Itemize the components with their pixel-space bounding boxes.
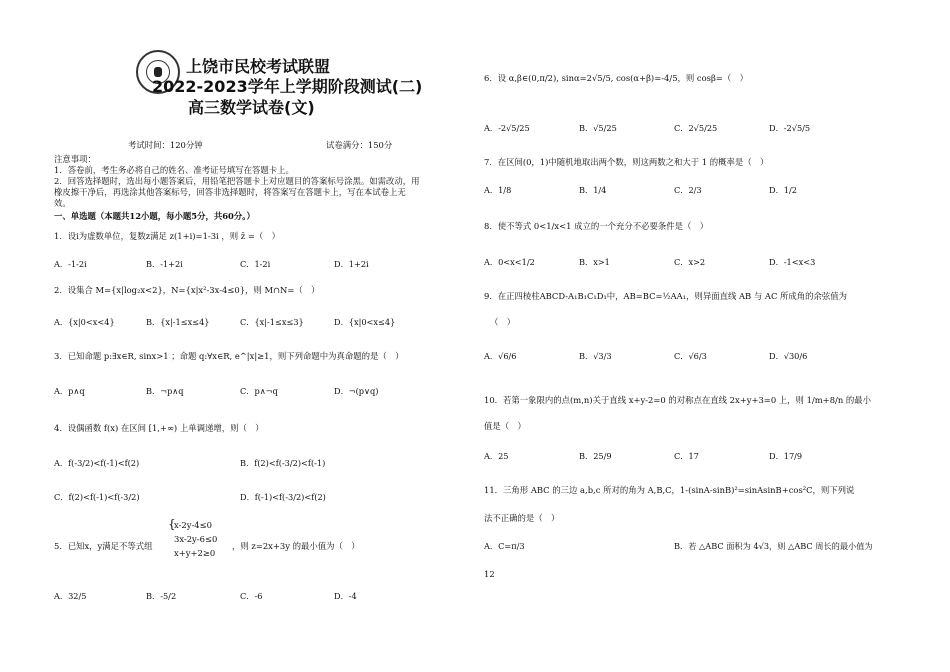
q9-option-c: C．√6/3: [674, 351, 707, 361]
note-2-line1: 2．回答选择题时，选出每小题答案后，用铅笔把答题卡上对应题目的答案标号涂黑。如需改动，用: [54, 176, 420, 186]
full-score: 试卷满分：150分: [326, 140, 393, 150]
q9-option-a: A．√6/6: [484, 351, 517, 361]
q10-option-c: C．17: [674, 451, 699, 461]
q5-option-b: B．-5/2: [146, 591, 177, 601]
q3-option-d: D．¬(p∨q): [334, 386, 379, 396]
q1-option-d: D．1+2i: [334, 259, 369, 269]
note-2-line3: 效。: [54, 198, 71, 208]
q8-option-a: A．0<x<1/2: [484, 257, 535, 267]
note-2-line2: 橡皮擦干净后，再选涂其他答案标号，回答非选择题时，将答案写在答题卡上，写在本试卷上无: [54, 187, 406, 197]
exam-time: 考试时间：120分钟: [128, 140, 203, 150]
q5-option-d: D．-4: [334, 591, 357, 601]
q3-option-b: B．¬p∧q: [146, 386, 184, 396]
question-8: 8．使不等式 0<1/x<1 成立的一个充分不必要条件是（ ）: [484, 221, 709, 231]
question-9: 9．在正四棱柱ABCD-A₁B₁C₁D₁中，AB=BC=½AA₁，则异面直线 AB 与 AC 所成角的余弦值为: [484, 291, 848, 301]
q11-option-a: A．C=π/3: [484, 541, 525, 551]
q10-option-a: A．25: [484, 451, 509, 461]
q7-option-d: D．1/2: [769, 185, 797, 195]
q2-option-b: B．{x|-1≤x≤4}: [146, 317, 210, 327]
question-6: 6．设 α,β∈(0,π/2), sinα=2√5/5, cos(α+β)=-4/5，则 cosβ=（ ）: [484, 73, 748, 83]
question-2: 2．设集合 M={x|log₂x<2}，N={x|x²-3x-4≤0}，则 M∩N=（ ）: [54, 285, 320, 295]
q9-option-b: B．√3/3: [579, 351, 612, 361]
q5-inequality-1: x-2y-4≤0: [174, 520, 212, 530]
paper-title: 高三数学试卷(文): [188, 98, 315, 117]
question-9-bracket: （ ）: [490, 317, 516, 327]
q6-option-d: D．-2√5/5: [769, 123, 811, 133]
q8-option-c: C．x>2: [674, 257, 706, 267]
q3-option-c: C．p∧¬q: [240, 386, 278, 396]
q5-inequality-2: 3x-2y-6≤0: [174, 534, 218, 544]
q11-option-b-answer: 12: [484, 569, 495, 579]
question-11-cont: 法不正确的是（ ）: [484, 513, 560, 523]
exam-period-title: 2022-2023学年上学期阶段测试(二): [152, 77, 423, 96]
q10-option-b: B．25/9: [579, 451, 612, 461]
q11-option-b: B．若 △ABC 面积为 4√3，则 △ABC 周长的最小值为: [674, 541, 873, 551]
q7-option-a: A．1/8: [484, 185, 512, 195]
q7-option-b: B．1/4: [579, 185, 607, 195]
q8-option-d: D．-1<x<3: [769, 257, 816, 267]
question-1: 1．设i为虚数单位，复数z满足 z(1+i)=1-3i ，则 z̄ =（ ）: [54, 231, 281, 241]
q5-option-a: A．32/5: [54, 591, 87, 601]
q4-option-a: A．f(-3/2)<f(-1)<f(2): [54, 458, 140, 468]
section-single-choice: 一、单选题（本题共12小题，每小题5分，共60分。）: [54, 211, 255, 221]
q9-option-d: D．√30/6: [769, 351, 808, 361]
question-10-cont: 值是（ ）: [484, 421, 526, 431]
q4-option-c: C．f(2)<f(-1)<f(-3/2): [54, 492, 140, 502]
question-11: 11．三角形 ABC 的三边 a,b,c 所对的角为 A,B,C，1-(sinA-sinB)²=sinAsinB+cos²C，则下列说: [484, 485, 855, 495]
q1-option-c: C．1-2i: [240, 259, 271, 269]
q3-option-a: A．p∧q: [54, 386, 85, 396]
question-7: 7．在区间(0，1)中随机地取出两个数，则这两数之和大于 1 的概率是（ ）: [484, 157, 769, 167]
q4-option-b: B．f(2)<f(-3/2)<f(-1): [240, 458, 326, 468]
notes-heading: 注意事项：: [54, 154, 96, 164]
q4-option-d: D．f(-1)<f(-3/2)<f(2): [240, 492, 326, 502]
question-3: 3．已知命题 p:∃x∈R, sinx>1 ；命题 q:∀x∈R, e^|x|≥1，则下列命题中为真命题的是（ ）: [54, 351, 404, 361]
q8-option-b: B．x>1: [579, 257, 610, 267]
question-5-suffix: ，则 z=2x+3y 的最小值为（ ）: [232, 541, 360, 551]
q1-option-a: A．-1-2i: [54, 259, 87, 269]
note-1: 1．答卷前，考生务必将自己的姓名、准考证号填写在答题卡上。: [54, 165, 294, 175]
question-5-prefix: 5．已知x，y满足不等式组: [54, 541, 153, 551]
q2-option-d: D．{x|0<x≤4}: [334, 317, 396, 327]
q6-option-c: C．2√5/25: [674, 123, 718, 133]
q6-option-a: A．-2√5/25: [484, 123, 530, 133]
system-brace: {: [168, 517, 176, 531]
q2-option-c: C．{x|-1≤x≤3}: [240, 317, 304, 327]
q1-option-b: B．-1+2i: [146, 259, 183, 269]
question-10: 10．若第一象限内的点(m,n)关于直线 x+y-2=0 的对称点在直线 2x+y+3=0 上，则 1/m+8/n 的最小: [484, 395, 872, 405]
q7-option-c: C．2/3: [674, 185, 702, 195]
q2-option-a: A．{x|0<x<4}: [54, 317, 115, 327]
q5-inequality-3: x+y+2≥0: [174, 548, 216, 558]
exam-alliance-title: 上饶市民校考试联盟: [186, 57, 331, 76]
q6-option-b: B．√5/25: [579, 123, 617, 133]
q10-option-d: D．17/9: [769, 451, 803, 461]
q5-option-c: C．-6: [240, 591, 263, 601]
question-4: 4．设偶函数 f(x) 在区间 [1,+∞) 上单调递增，则（ ）: [54, 423, 264, 433]
